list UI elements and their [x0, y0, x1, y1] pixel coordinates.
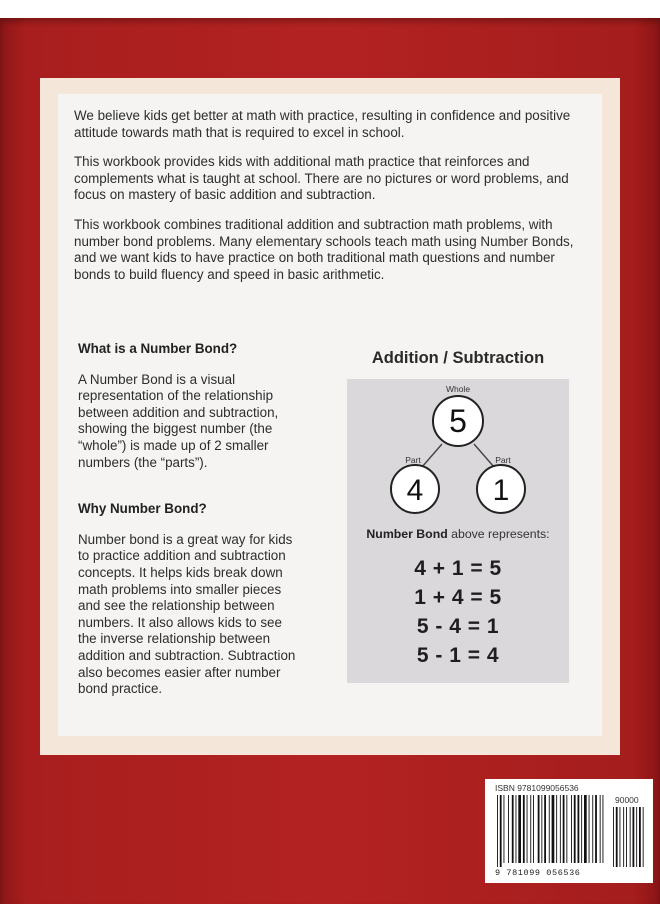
represents-rest: above represents:: [447, 527, 550, 541]
part-label-right: Part: [495, 455, 511, 465]
barcode-addon-bar: [623, 807, 624, 867]
barcode-addon-bar: [630, 807, 631, 867]
price-code: 90000: [615, 795, 639, 805]
barcode-bar: [518, 795, 521, 863]
barcode-bar: [578, 795, 580, 863]
barcode-bar: [544, 795, 546, 863]
barcode-bar: [592, 795, 593, 863]
intro-paragraph-3: This workbook combines traditional addition and subtraction math problems, with number bond problems. Many elementary schools teach math using Number Bonds, and we want kids to have practice on both traditional math questions and number bonds to build fluency and speed in basic arithmetic.: [74, 216, 574, 282]
barcode-bar: [512, 795, 514, 863]
barcode-bar: [516, 795, 517, 863]
answer-what-is-number-bond: A Number Bond is a visual representation of the relationship between addition and subtraction, showing the biggest number (the “whole”) is made up of 2 smaller numbers (the “parts”).: [78, 371, 279, 470]
barcode-addon-bar: [639, 807, 641, 867]
content-frame: [40, 78, 620, 755]
connector-right: [474, 444, 494, 467]
barcode-bar: [541, 795, 542, 863]
barcode-bar: [581, 795, 582, 863]
barcode-box: [485, 779, 653, 883]
barcode-bar: [589, 795, 590, 863]
equation-2: 1 + 4 = 5: [414, 586, 502, 609]
barcode-bar: [574, 795, 576, 863]
barcode-addon-bar: [613, 807, 614, 867]
barcode-bar: [504, 795, 505, 863]
intro-text: [74, 108, 590, 296]
barcode-bar: [533, 795, 534, 863]
isbn-text: ISBN 9781099056536: [495, 783, 579, 793]
equation-3: 5 - 4 = 1: [416, 615, 500, 638]
barcode-bar: [600, 795, 601, 863]
barcode-bar: [523, 795, 525, 863]
diagram-title: Addition / Subtraction: [371, 349, 545, 367]
barcode-addon-bar: [643, 807, 644, 867]
barcode-bar: [584, 795, 587, 863]
content-panel: [58, 94, 602, 736]
number-bond-diagram: [347, 379, 569, 527]
represents-bold: Number Bond: [366, 527, 448, 541]
barcode-bar: [549, 795, 550, 863]
barcode-addon-bar: [626, 807, 627, 867]
heading-what-is-number-bond: What is a Number Bond?: [78, 341, 238, 356]
part-value-right: 1: [492, 474, 510, 507]
barcode-bar: [566, 795, 567, 863]
number-bond-box: [347, 379, 569, 683]
barcode-bar: [538, 795, 540, 863]
connector-left: [422, 444, 442, 467]
barcode-bar: [508, 795, 509, 863]
explanation-column: [78, 341, 300, 698]
barcode-addon-bar: [633, 807, 635, 867]
barcode-bar: [571, 795, 572, 863]
whole-value: 5: [449, 403, 467, 439]
barcode-bar: [527, 795, 528, 863]
barcode-bar: [530, 795, 531, 863]
whole-label: Whole: [445, 384, 471, 394]
barcode-digits: 9 781099 056536: [495, 868, 581, 878]
heading-why-number-bond: Why Number Bond?: [78, 501, 207, 517]
intro-paragraph-1: We believe kids get better at math with practice, resulting in confidence and positive attitude towards math that is required to excel in school.: [74, 108, 571, 140]
barcode-addon-bar: [620, 807, 621, 867]
equation-4: 5 - 1 = 4: [416, 644, 500, 667]
barcode-addon-bar: [616, 807, 618, 867]
barcode-bar: [603, 795, 604, 863]
barcode-bar: [497, 795, 498, 867]
barcode-bar: [500, 795, 502, 867]
equation-1: 4 + 1 = 5: [414, 557, 502, 580]
answer-why-number-bond: Number bond is a great way for kids to practice addition and subtraction concepts. It helps kids break down math problems into smaller pieces and see the relationship between numbers. It also allows kids to see the inverse relationship between addition and subtraction. Subtraction also becomes easier after number bond practice.: [78, 531, 296, 697]
barcode-bar: [552, 795, 555, 863]
barcode-bar: [563, 795, 565, 863]
part-label-left: Part: [405, 455, 421, 465]
represents-caption: [347, 527, 569, 541]
barcode-addon-bar: [636, 807, 637, 867]
barcode-bar: [556, 795, 557, 863]
book-back-cover: [0, 18, 660, 904]
intro-paragraph-2: This workbook provides kids with additional math practice that reinforces and complements what is taught at school. There are no pictures or word problems, and focus on mastery of basic addition and subtraction.: [74, 154, 569, 203]
barcode-bar: [595, 795, 597, 863]
part-value-left: 4: [406, 474, 424, 507]
barcode-bar: [560, 795, 561, 863]
